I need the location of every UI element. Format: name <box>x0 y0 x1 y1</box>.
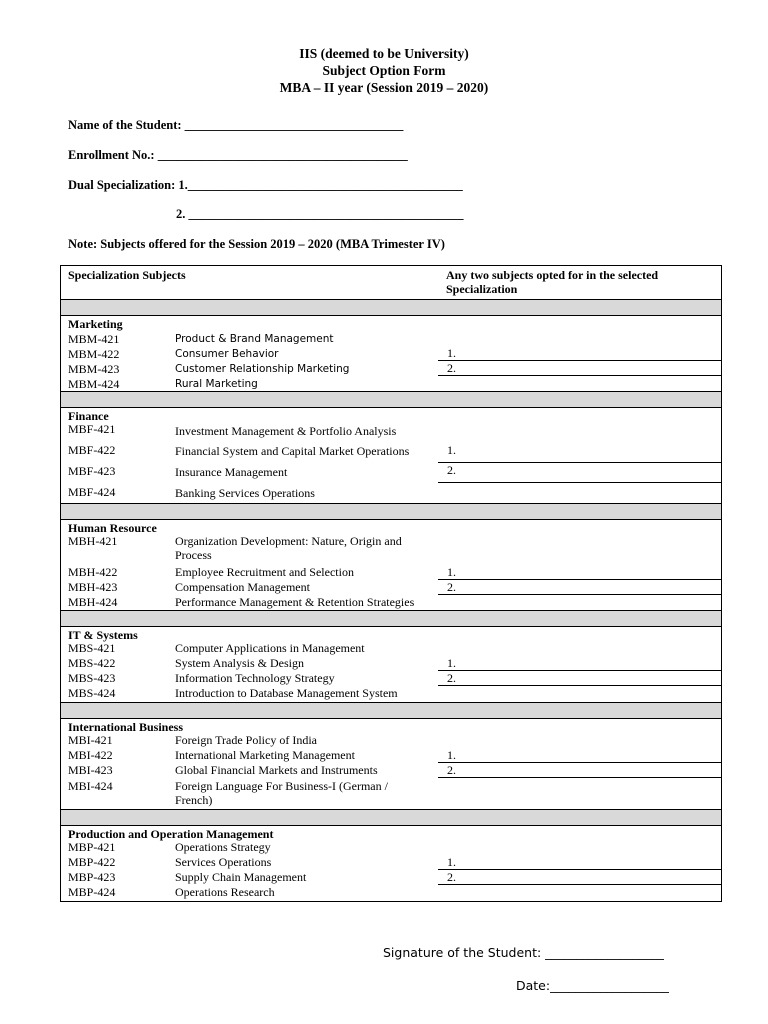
section-title: Production and Operation Management <box>68 827 274 841</box>
session-note: Note: Subjects offered for the Session 2019 – 2020 (MBA Trimester IV) <box>68 237 445 251</box>
student-name-field[interactable]: Name of the Student: ___________________________________ <box>68 118 404 132</box>
dual-specialization-1-field[interactable]: Dual Specialization: 1.____________________________________________ <box>68 178 463 192</box>
program-title: MBA – II year (Session 2019 – 2020) <box>279 80 489 95</box>
option-2-field[interactable]: 2. <box>438 670 722 686</box>
enrollment-field[interactable]: Enrollment No.: ________________________________________ <box>68 148 408 162</box>
option-2-field[interactable]: 2. <box>438 869 722 885</box>
option-1-field[interactable]: 1. <box>438 655 722 671</box>
section-divider <box>61 703 721 719</box>
col-specialization-header: Specialization Subjects <box>68 268 186 282</box>
table-header <box>61 266 721 300</box>
section-divider <box>61 504 721 520</box>
col-options-header: Any two subjects opted for in the selected Specialization <box>446 268 659 296</box>
option-1-field[interactable]: 1. <box>438 345 722 361</box>
section-international-business: International Business MBI-421 Foreign Trade Policy of India MBI-422 International Marketing Management MBI-423 Global Financial Markets and Instruments MBI-424 Foreign Language For Business-I (German / French) 1. 2. <box>61 719 721 810</box>
option-2-field[interactable]: 2. <box>438 579 722 595</box>
subjects-table <box>60 265 722 902</box>
option-1-field[interactable]: 1. <box>438 442 722 463</box>
section-human-resource: Human Resource MBH-421 Organization Development: Nature, Origin and Process MBH-422 Employee Recruitment and Selection MBH-423 Compensation Management MBH-424 Performance Management & Retention Strategies 1. 2. <box>61 520 721 611</box>
option-2-field[interactable]: 2. <box>438 462 722 483</box>
section-it-systems: IT & Systems MBS-421 Computer Applications in Management MBS-422 System Analysis & Design MBS-423 Information Technology Strategy MBS-424 Introduction to Database Management System 1. 2. <box>61 627 721 703</box>
option-2-field[interactable]: 2. <box>438 360 722 376</box>
section-title: International Business <box>68 720 184 734</box>
date-field[interactable]: Date:___________________ <box>516 978 669 993</box>
section-finance: Finance MBF-421 Investment Management & Portfolio Analysis MBF-422 Financial System and Capital Market Operations MBF-423 Insurance Management MBF-424 Banking Services Operations 1. 2. <box>61 408 721 504</box>
section-title: Human Resource <box>68 521 157 535</box>
section-title: IT & Systems <box>68 628 138 642</box>
section-marketing: Marketing MBM-421 Product & Brand Management MBM-422 Consumer Behavior MBM-423 Customer Relationship Marketing MBM-424 Rural Marketing 1. 2. <box>61 316 721 392</box>
section-divider <box>61 300 721 316</box>
section-divider <box>61 392 721 408</box>
option-1-field[interactable]: 1. <box>438 564 722 580</box>
university-title: IIS (deemed to be University) <box>299 46 469 61</box>
section-divider <box>61 810 721 826</box>
dual-specialization-2-field[interactable]: 2. ____________________________________________ <box>176 207 464 221</box>
section-title: Marketing <box>68 317 123 331</box>
section-divider <box>61 611 721 627</box>
section-production-operations: Production and Operation Management MBP-421 Operations Strategy MBP-422 Services Operations MBP-423 Supply Chain Management MBP-424 Operations Research 1. 2. <box>61 826 721 901</box>
option-2-field[interactable]: 2. <box>438 762 722 778</box>
form-title: Subject Option Form <box>322 63 446 78</box>
signature-field[interactable]: Signature of the Student: ___________________ <box>383 945 664 960</box>
option-1-field[interactable]: 1. <box>438 747 722 763</box>
section-title: Finance <box>68 409 109 423</box>
option-1-field[interactable]: 1. <box>438 854 722 870</box>
